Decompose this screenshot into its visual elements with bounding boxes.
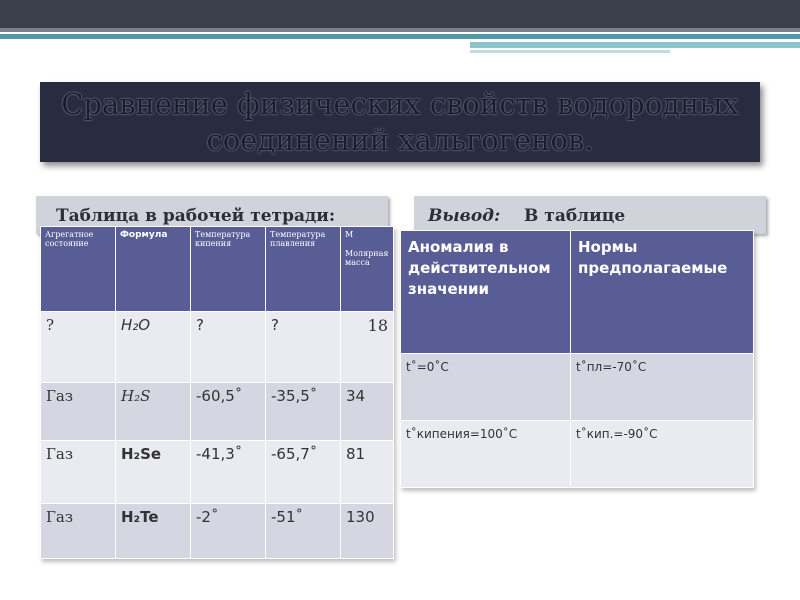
cell-mass: 34 [341, 383, 394, 441]
header-state: Агрегатное состояние [41, 227, 116, 312]
properties-table [40, 226, 394, 559]
cell-boiling: -41,3˚ [191, 441, 266, 504]
decor-stripe [470, 42, 800, 48]
header-melting: Температура плавления [266, 227, 341, 312]
table-row [41, 504, 394, 559]
cell-boiling: ? [191, 312, 266, 383]
cell-state: ? [41, 312, 116, 383]
cell-formula: H₂O [116, 312, 191, 383]
header-anomaly: Аномалия в действительном значении [401, 231, 571, 354]
table-row [41, 383, 394, 441]
cell-melting: -65,7˚ [266, 441, 341, 504]
header-mass-label: Молярная масса [345, 249, 389, 267]
title-banner [40, 82, 760, 162]
conclusion-table [400, 230, 754, 488]
table-row [401, 421, 754, 488]
cell-anomaly: t˚кипения=100˚С [401, 421, 571, 488]
left-subheader-label: Таблица в рабочей тетради: [56, 206, 336, 226]
top-decor-shadow [0, 28, 800, 32]
cell-norm: t˚пл=-70˚С [571, 354, 754, 421]
cell-formula: H₂S [116, 383, 191, 441]
conclusion-label: Вывод: [428, 206, 501, 226]
table-header-row [401, 231, 754, 354]
decor-stripe [0, 34, 800, 39]
cell-state: Газ [41, 504, 116, 559]
cell-anomaly: t˚=0˚С [401, 354, 571, 421]
header-mass [341, 227, 394, 312]
conclusion-text: В таблице [524, 206, 626, 226]
table-header-row [41, 227, 394, 312]
cell-state: Газ [41, 441, 116, 504]
cell-melting: -51˚ [266, 504, 341, 559]
cell-mass: 18 [341, 312, 394, 383]
header-boiling: Температура кипения [191, 227, 266, 312]
header-formula: Формула [116, 227, 191, 312]
top-decor-bar [0, 0, 800, 28]
cell-mass: 81 [341, 441, 394, 504]
cell-norm: t˚кип.=-90˚С [571, 421, 754, 488]
header-mass-symbol: М [345, 230, 354, 239]
right-subheader [414, 196, 766, 234]
table-row [41, 312, 394, 383]
cell-melting: -35,5˚ [266, 383, 341, 441]
cell-boiling: -60,5˚ [191, 383, 266, 441]
table-row [41, 441, 394, 504]
cell-mass: 130 [341, 504, 394, 559]
slide-title: Сравнение физических свойств водородных соединений хальгогенов. [61, 87, 739, 157]
header-norms: Нормы предполагаемые [571, 231, 754, 354]
cell-formula: H₂Se [116, 441, 191, 504]
cell-melting: ? [266, 312, 341, 383]
decor-stripe [470, 50, 670, 53]
cell-state: Газ [41, 383, 116, 441]
table-row [401, 354, 754, 421]
cell-formula: H₂Te [116, 504, 191, 559]
cell-boiling: -2˚ [191, 504, 266, 559]
